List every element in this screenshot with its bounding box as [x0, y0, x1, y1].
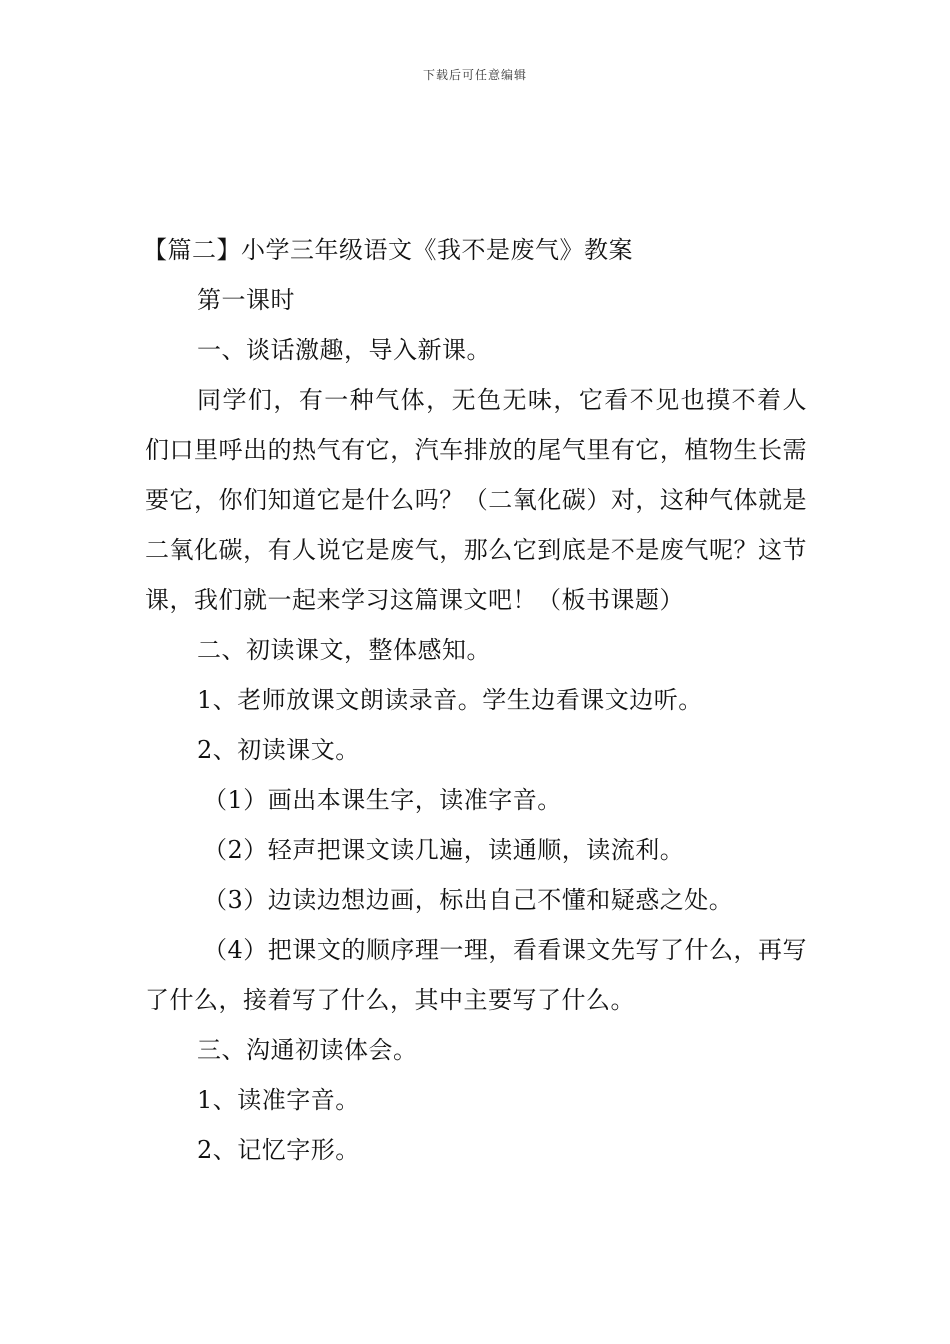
section-2-subitem: （1）画出本课生字，读准字音。	[203, 786, 562, 814]
section-1-heading: 一、谈话激趣，导入新课。	[197, 336, 491, 364]
section-2-item: 1、老师放课文朗读录音。学生边看课文边听。	[197, 686, 703, 714]
lesson-label: 第一课时	[197, 286, 295, 314]
section-2-subitem: （3）边读边想边画，标出自己不懂和疑惑之处。	[203, 886, 734, 914]
section-2-subitem: （4）把课文的顺序理一理，看看课文先写了什么，再写了什么，接着写了什么，其中主要写了什么。	[145, 936, 807, 1014]
page-header-note: 下载后可任意编辑	[422, 68, 527, 82]
section-3-heading: 三、沟通初读体会。	[197, 1036, 418, 1064]
section-3-item: 1、读准字音。	[197, 1086, 360, 1114]
document-body	[145, 225, 807, 1175]
section-2-subitem: （2）轻声把课文读几遍，读通顺，读流利。	[203, 836, 685, 864]
section-1-body: 同学们，有一种气体，无色无味，它看不见也摸不着人们口里呼出的热气有它，汽车排放的尾气里有它，植物生长需要它，你们知道它是什么吗？（二氧化碳）对，这种气体就是二氧化碳，有人说它是废气，那么它到底是不是废气呢？这节课，我们就一起来学习这篇课文吧！（板书课题）	[145, 386, 807, 614]
section-3-item: 2、记忆字形。	[197, 1136, 360, 1164]
section-2-item: 2、初读课文。	[197, 736, 360, 764]
document-title: 【篇二】小学三年级语文《我不是废气》教案	[143, 236, 633, 264]
section-2-heading: 二、初读课文，整体感知。	[197, 636, 491, 664]
